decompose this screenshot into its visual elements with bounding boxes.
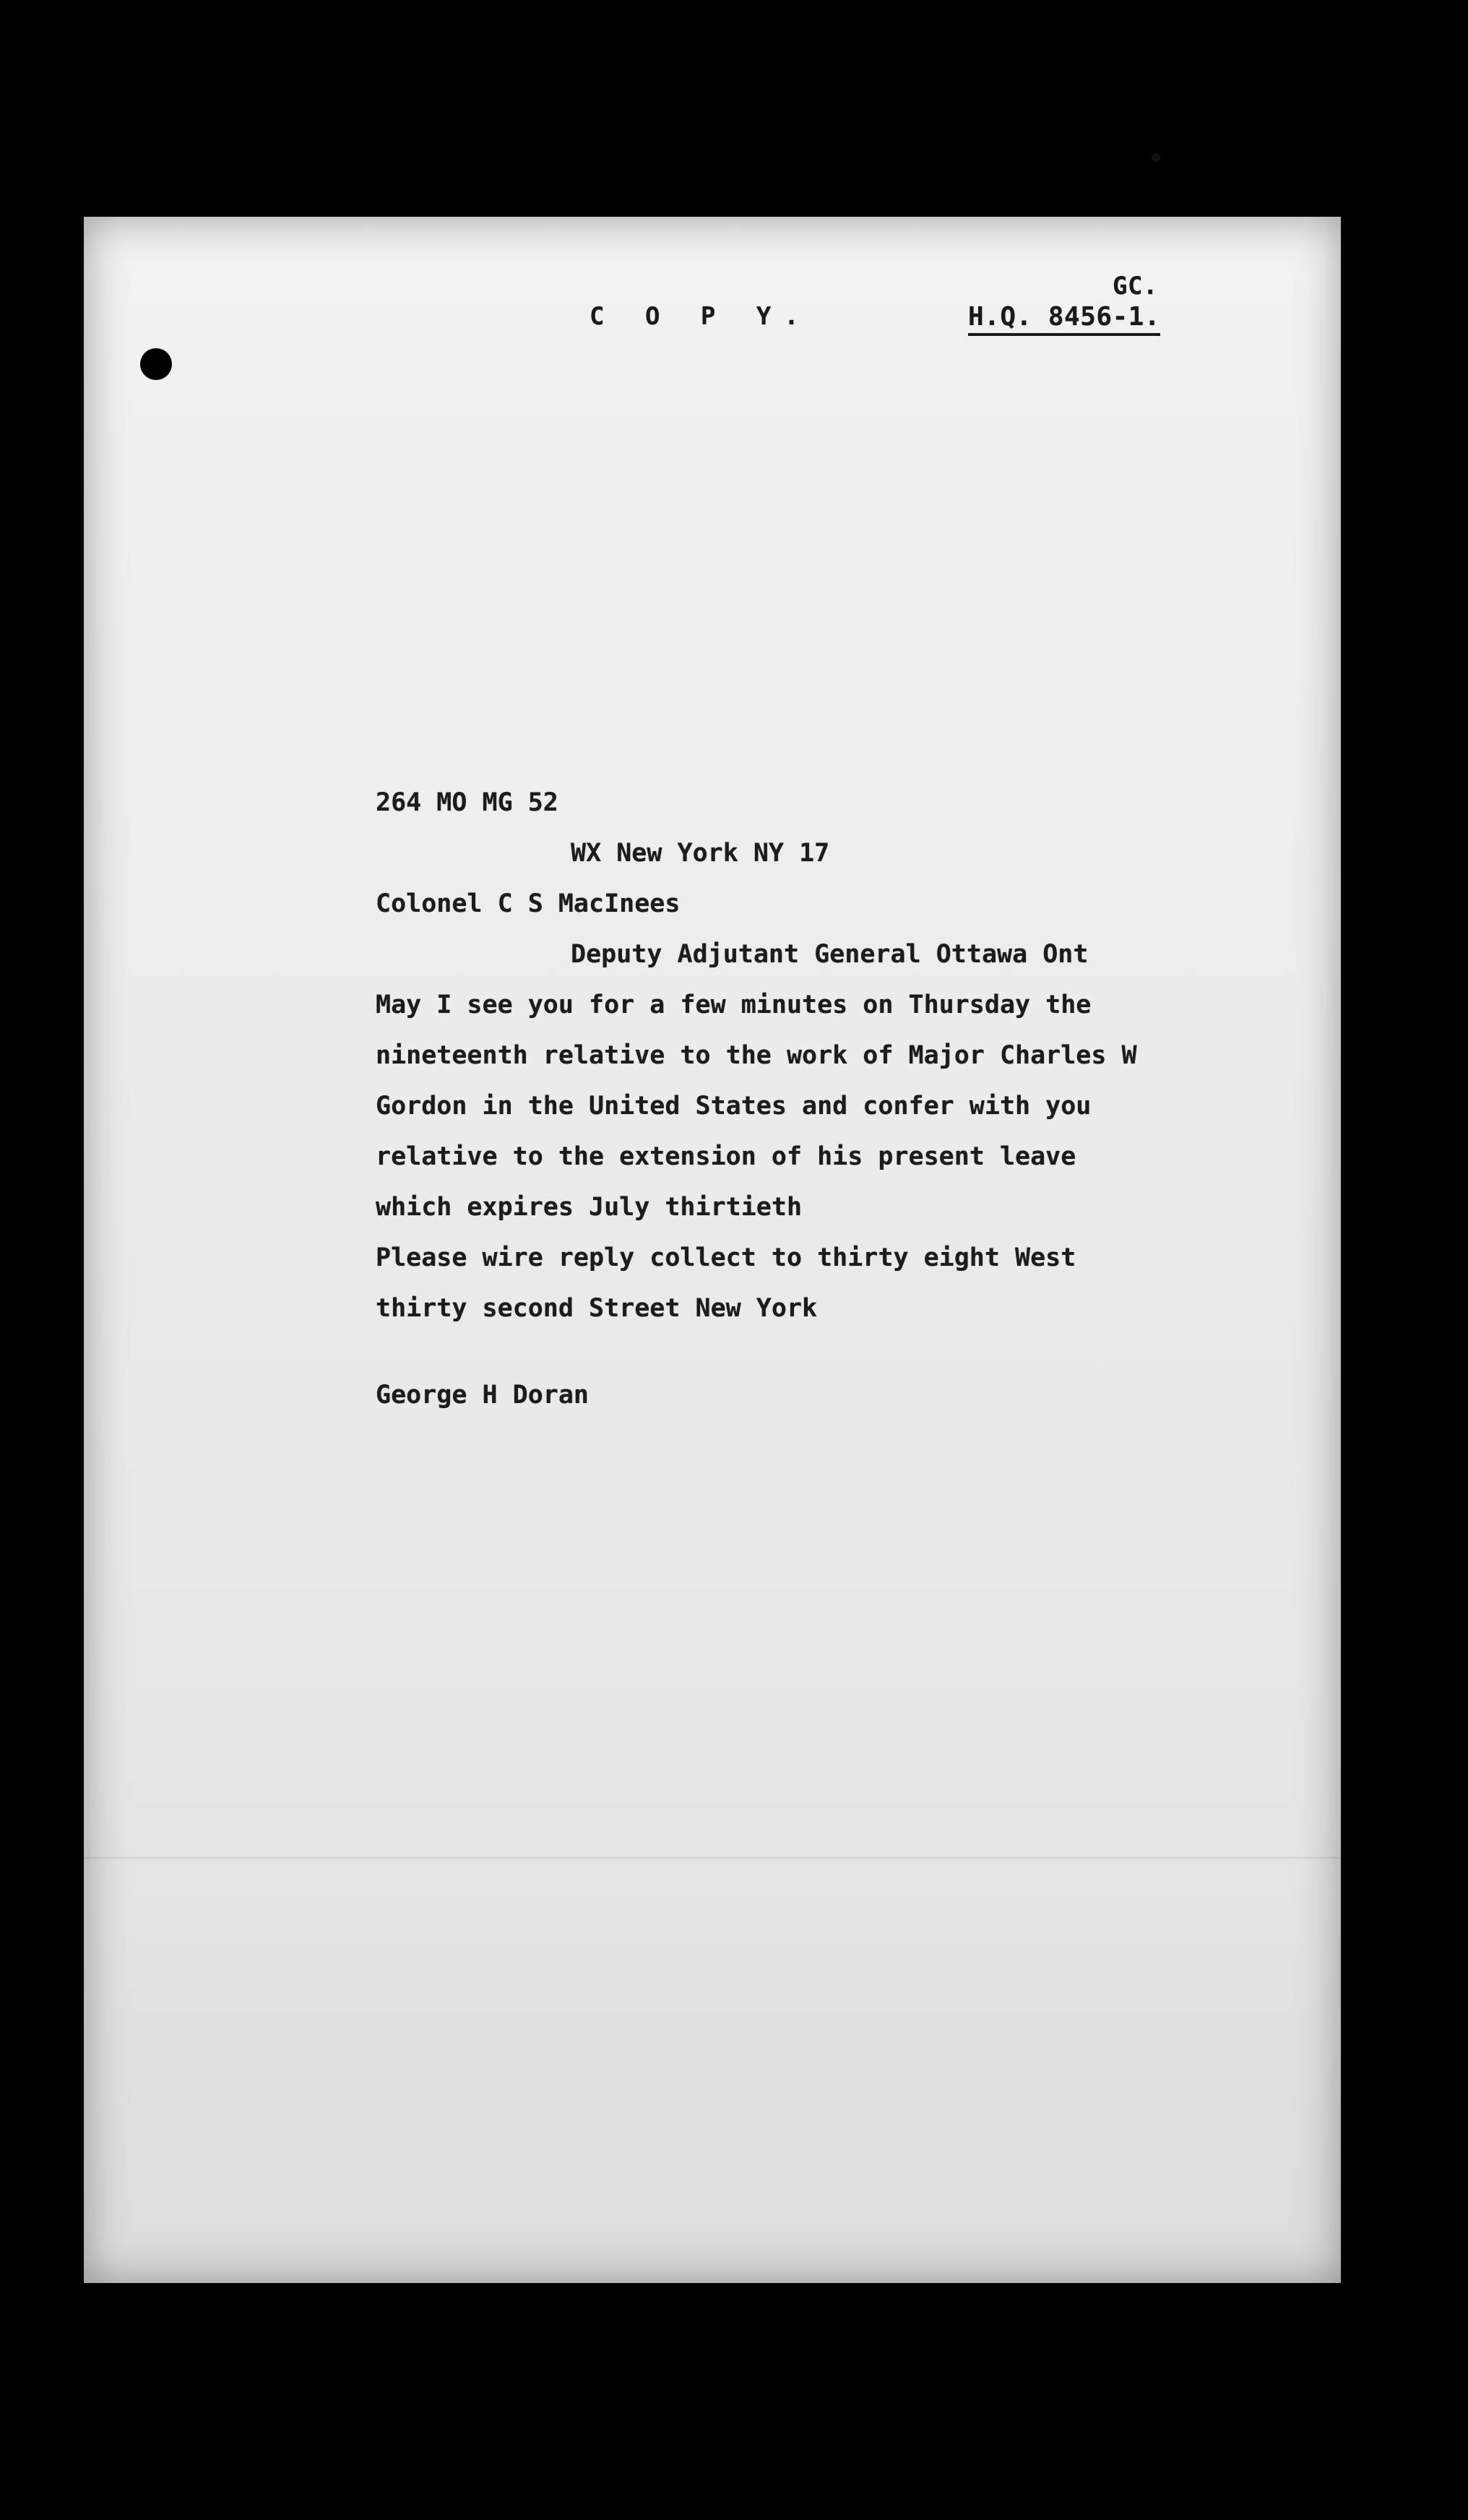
recipient-title: Deputy Adjutant General Ottawa Ont (571, 940, 1089, 969)
body-line: relative to the extension of his present leave (376, 1142, 1076, 1171)
signature: George H Doran (376, 1381, 590, 1410)
telegram-body (376, 777, 1315, 1420)
ink-speck (1152, 153, 1160, 162)
body-line: Please wire reply collect to thirty eight West (376, 1243, 1076, 1272)
body-line: thirty second Street New York (376, 1294, 818, 1323)
body-line: Gordon in the United States and confer with you (376, 1092, 1092, 1121)
origin-line: WX New York NY 17 (571, 839, 830, 868)
body-line: May I see you for a few minutes on Thursday the (376, 991, 1092, 1019)
copy-heading: C O P Y. (590, 302, 812, 331)
telegram-code: 264 MO MG 52 (376, 788, 558, 817)
recipient-name: Colonel C S MacInees (376, 889, 681, 918)
punch-hole (140, 348, 172, 380)
file-suffix: GC. (1113, 272, 1158, 301)
body-line: which expires July thirtieth (376, 1193, 803, 1222)
body-line: nineteenth relative to the work of Major Charles W (376, 1041, 1137, 1070)
file-number: H.Q. 8456-1. (968, 302, 1160, 336)
page-fold-line (84, 1857, 1341, 1859)
